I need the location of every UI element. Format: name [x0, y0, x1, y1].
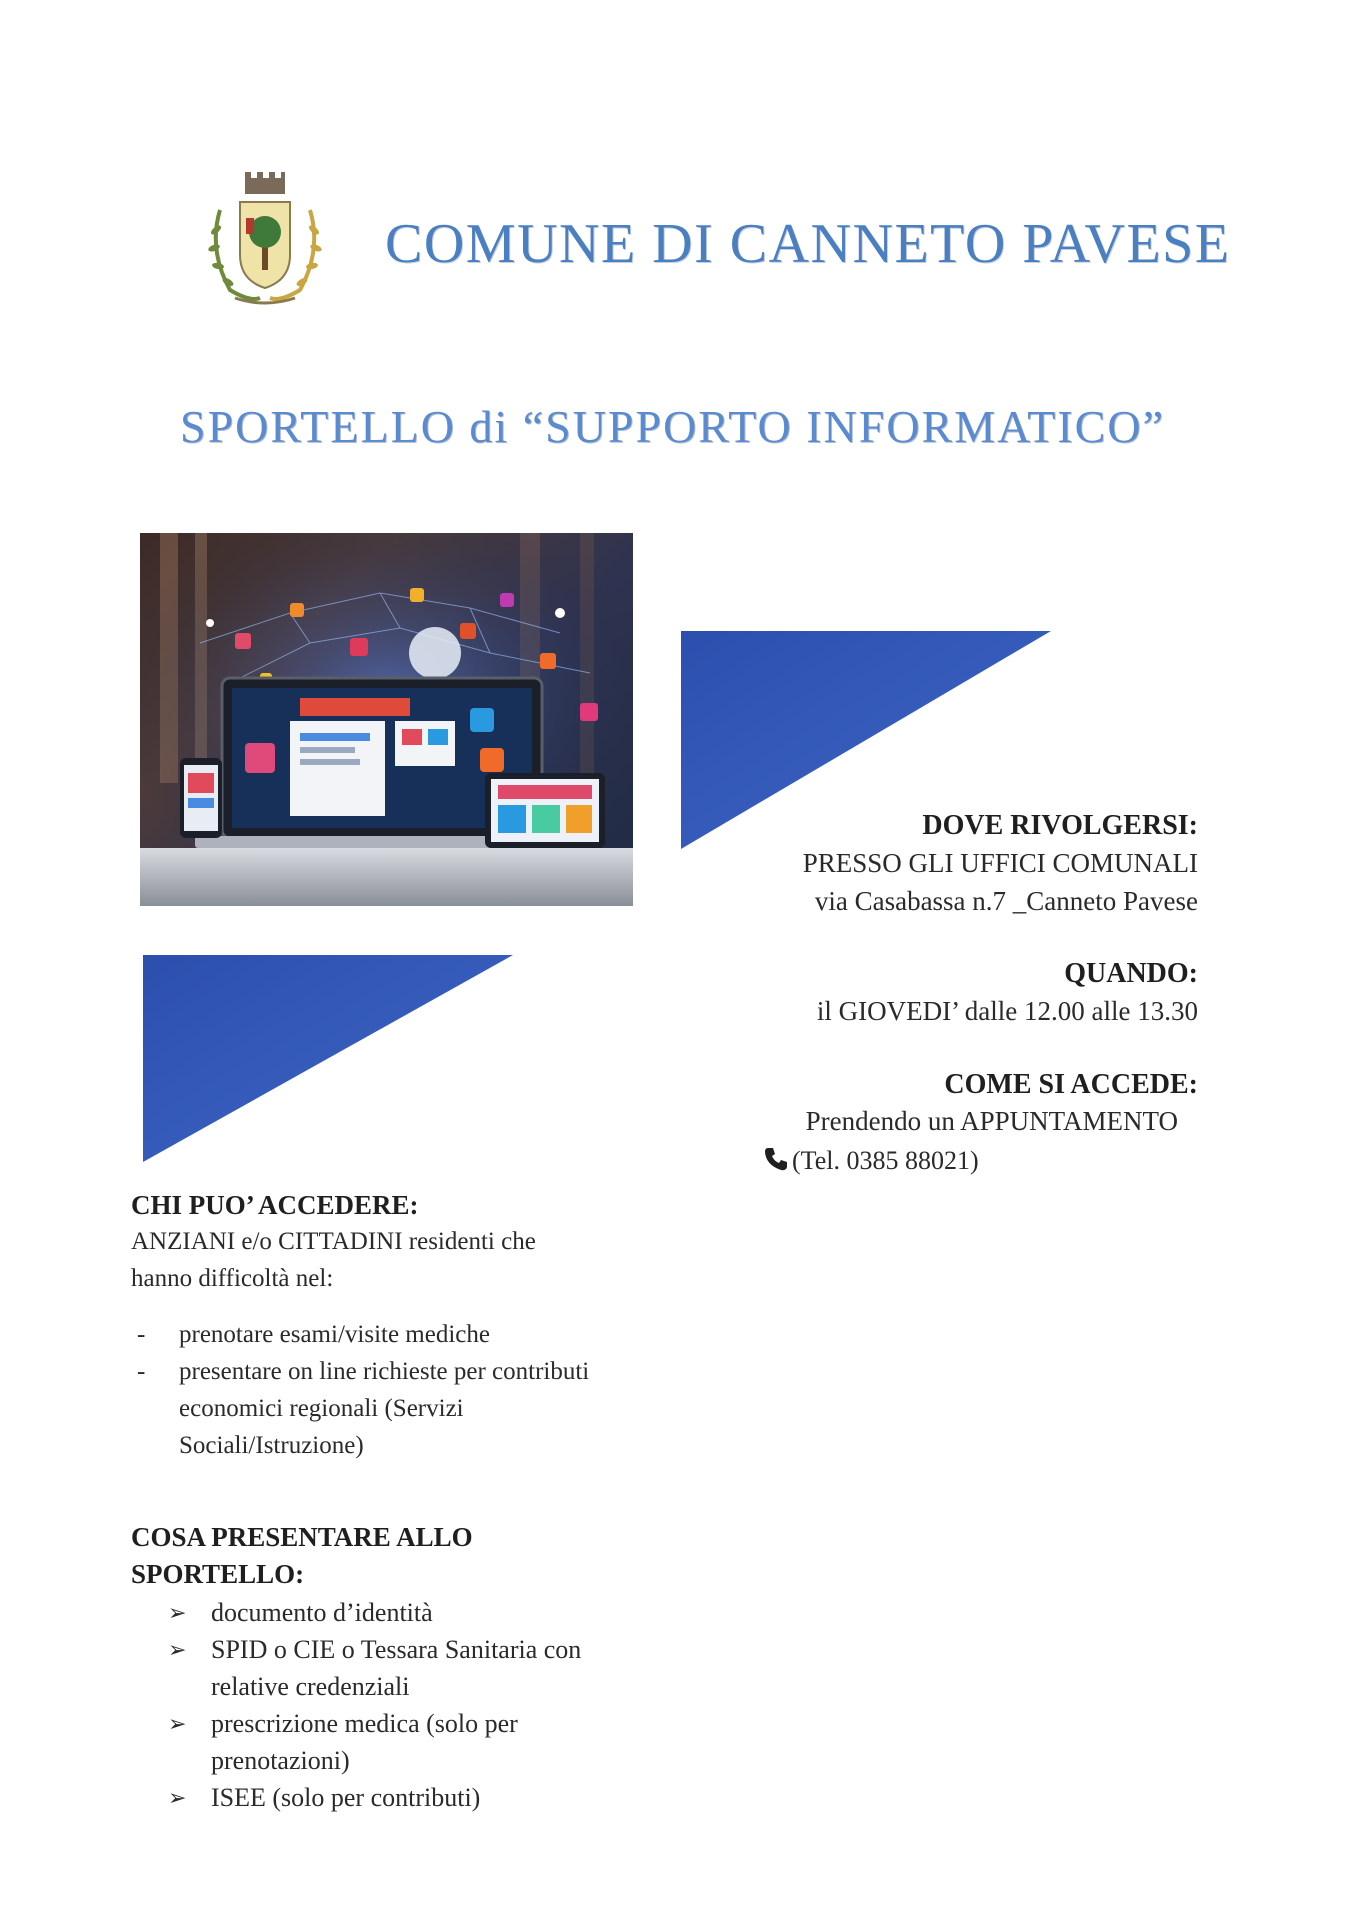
phone-icon	[762, 1145, 790, 1173]
documents-heading-2: SPORTELLO:	[131, 1559, 305, 1589]
where-line-1: PRESSO GLI UFFICI COMUNALI	[802, 848, 1198, 878]
list-item-text: SPID o CIE o Tessara Sanitaria con relative credenziali	[211, 1635, 582, 1701]
arrow-bullet-icon: ➢	[168, 1785, 187, 1810]
document-list-item	[168, 1631, 608, 1705]
list-dash: -	[137, 1358, 146, 1385]
who-heading: CHI PUO’ ACCEDERE:	[131, 1190, 419, 1220]
document-list-item	[168, 1594, 648, 1631]
who-intro-1: ANZIANI e/o CITTADINI residenti che	[131, 1228, 536, 1255]
where-heading: DOVE RIVOLGERSI:	[922, 810, 1198, 841]
phone-number: (Tel. 0385 88021)	[792, 1146, 979, 1175]
how-line-1: Prendendo un APPUNTAMENTO	[805, 1106, 1178, 1136]
service-title: SPORTELLO di “SUPPORTO INFORMATICO”	[180, 401, 1165, 452]
devices-illustration	[140, 533, 633, 906]
documents-heading-1: COSA PRESENTARE ALLO	[131, 1522, 473, 1552]
municipal-crest-icon	[200, 170, 330, 310]
document-list-item	[168, 1705, 588, 1779]
who-list-item	[131, 1353, 631, 1464]
arrow-bullet-icon: ➢	[168, 1711, 187, 1736]
phone-line	[762, 1145, 979, 1176]
arrow-bullet-icon: ➢	[168, 1600, 187, 1625]
who-list-item	[131, 1316, 651, 1353]
list-item-text: prescrizione medica (solo per prenotazioni)	[211, 1709, 518, 1775]
where-line-2: via Casabassa n.7 _Canneto Pavese	[814, 886, 1198, 916]
list-item-text: presentare on line richieste per contributi economici regionali (Servizi Sociali/Istruzione)	[179, 1358, 590, 1459]
list-dash: -	[137, 1321, 146, 1348]
list-item-text: prenotare esami/visite mediche	[179, 1321, 490, 1348]
decorative-triangle-left	[143, 955, 513, 1162]
who-intro-2: hanno difficoltà nel:	[131, 1265, 334, 1292]
document-list-item	[168, 1779, 648, 1816]
how-heading: COME SI ACCEDE:	[944, 1069, 1198, 1100]
arrow-bullet-icon: ➢	[168, 1637, 187, 1662]
list-item-text: ISEE (solo per contributi)	[211, 1783, 481, 1812]
town-name: COMUNE DI CANNETO PAVESE	[385, 213, 1231, 275]
list-item-text: documento d’identità	[211, 1598, 433, 1627]
when-line-1: il GIOVEDI’ dalle 12.00 alle 13.30	[816, 996, 1198, 1026]
when-heading: QUANDO:	[1064, 958, 1198, 989]
